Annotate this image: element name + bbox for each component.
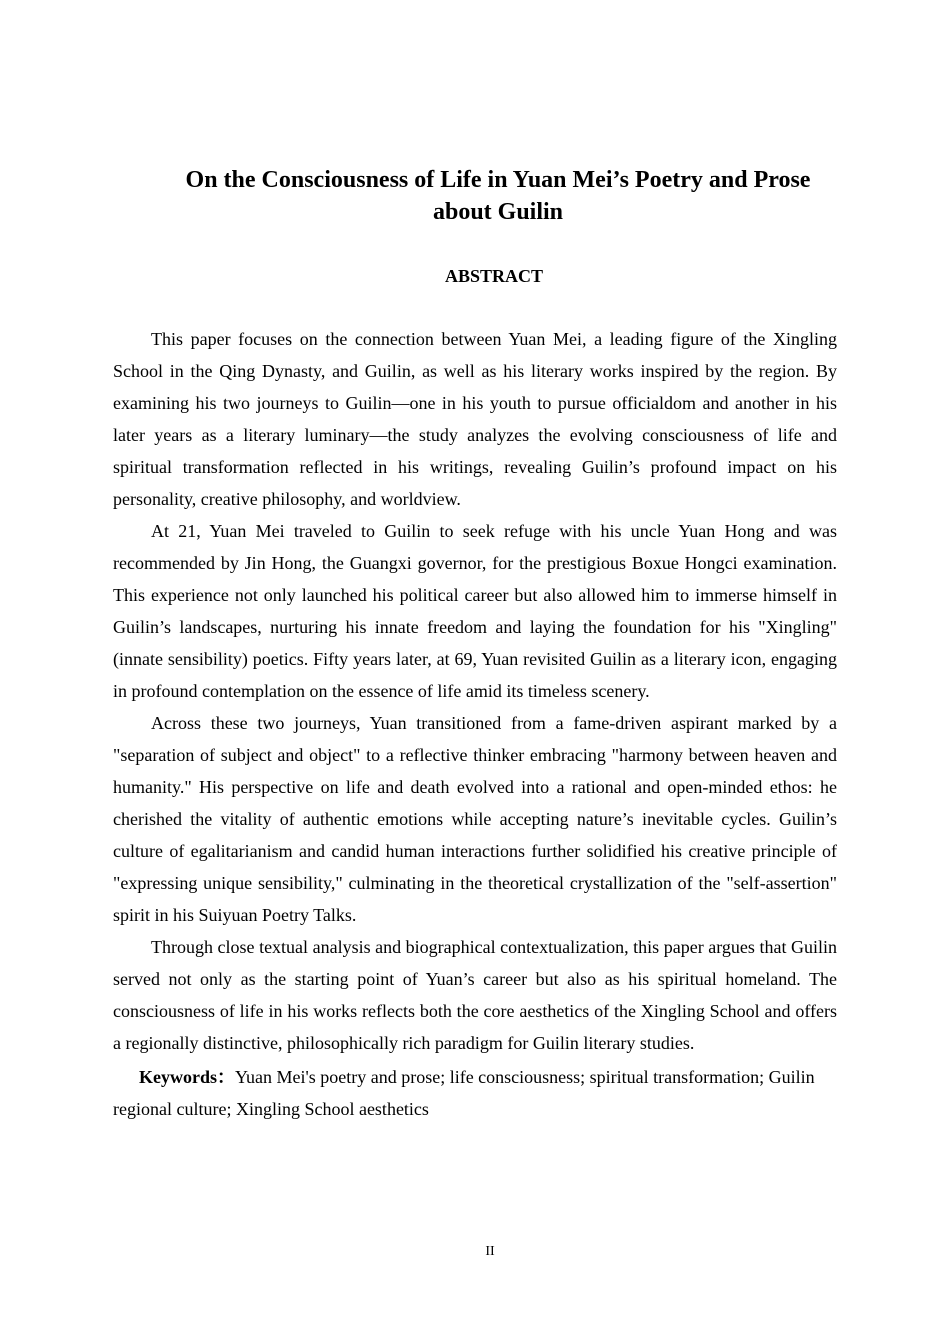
abstract-paragraph-4: Through close textual analysis and biographical contextualization, this paper argues that Guilin served not only as the starting point of Yuan’s career but also as his spiritual homeland. The consciousness of life in his works reflects both the core aesthetics of the Xingling School and offers a regionally distinctive, philosophically rich paradigm for Guilin literary studies. [113,937,837,1053]
paper-title-line-1: On the Consciousness of Life in Yuan Mei’s Poetry and Prose [185,167,811,193]
abstract-paragraph-2: At 21, Yuan Mei traveled to Guilin to seek refuge with his uncle Yuan Hong and was recommended by Jin Hong, the Guangxi governor, for the prestigious Boxue Hongci examination. This experience not only launched his political career but also allowed him to immerse himself in Guilin’s landscapes, nurturing his innate freedom and laying the foundation for his "Xingling" (innate sensibility) poetics. Fifty years later, at 69, Yuan revisited Guilin as a literary icon, engaging in profound contemplation on the essence of life amid its timeless scenery. [113,521,837,701]
abstract-heading: ABSTRACT [444,266,544,286]
keywords-text: Yuan Mei's poetry and prose; life consciousness; spiritual transformation; Guilin regional culture; Xingling School aesthetics [113,1067,815,1119]
abstract-paragraph-1: This paper focuses on the connection between Yuan Mei, a leading figure of the Xingling School in the Qing Dynasty, and Guilin, as well as his literary works inspired by the region. By examining his two journeys to Guilin—one in his youth to pursue officialdom and another in his later years as a literary luminary—the study analyzes the evolving consciousness of life and spiritual transformation reflected in his writings, revealing Guilin’s profound impact on his personality, creative philosophy, and worldview. [113,329,837,509]
abstract-body [113,323,837,1125]
page-number: II [485,1244,495,1259]
keywords-label: Keywords： [139,1067,235,1087]
paper-title [113,164,883,228]
abstract-paragraph-3: Across these two journeys, Yuan transitioned from a fame-driven aspirant marked by a "separation of subject and object" to a reflective thinker embracing "harmony between heaven and humanity." His perspective on life and death evolved into a rational and open-minded ethos: he cherished the vitality of authentic emotions while accepting nature’s inevitable cycles. Guilin’s culture of egalitarianism and candid human interactions further solidified his creative principle of "expressing unique sensibility," culminating in the theoretical crystallization of the "self-assertion" spirit in his Suiyuan Poetry Talks. [113,713,837,925]
paper-title-line-2: about Guilin [432,199,564,225]
keywords-line [113,1061,837,1125]
